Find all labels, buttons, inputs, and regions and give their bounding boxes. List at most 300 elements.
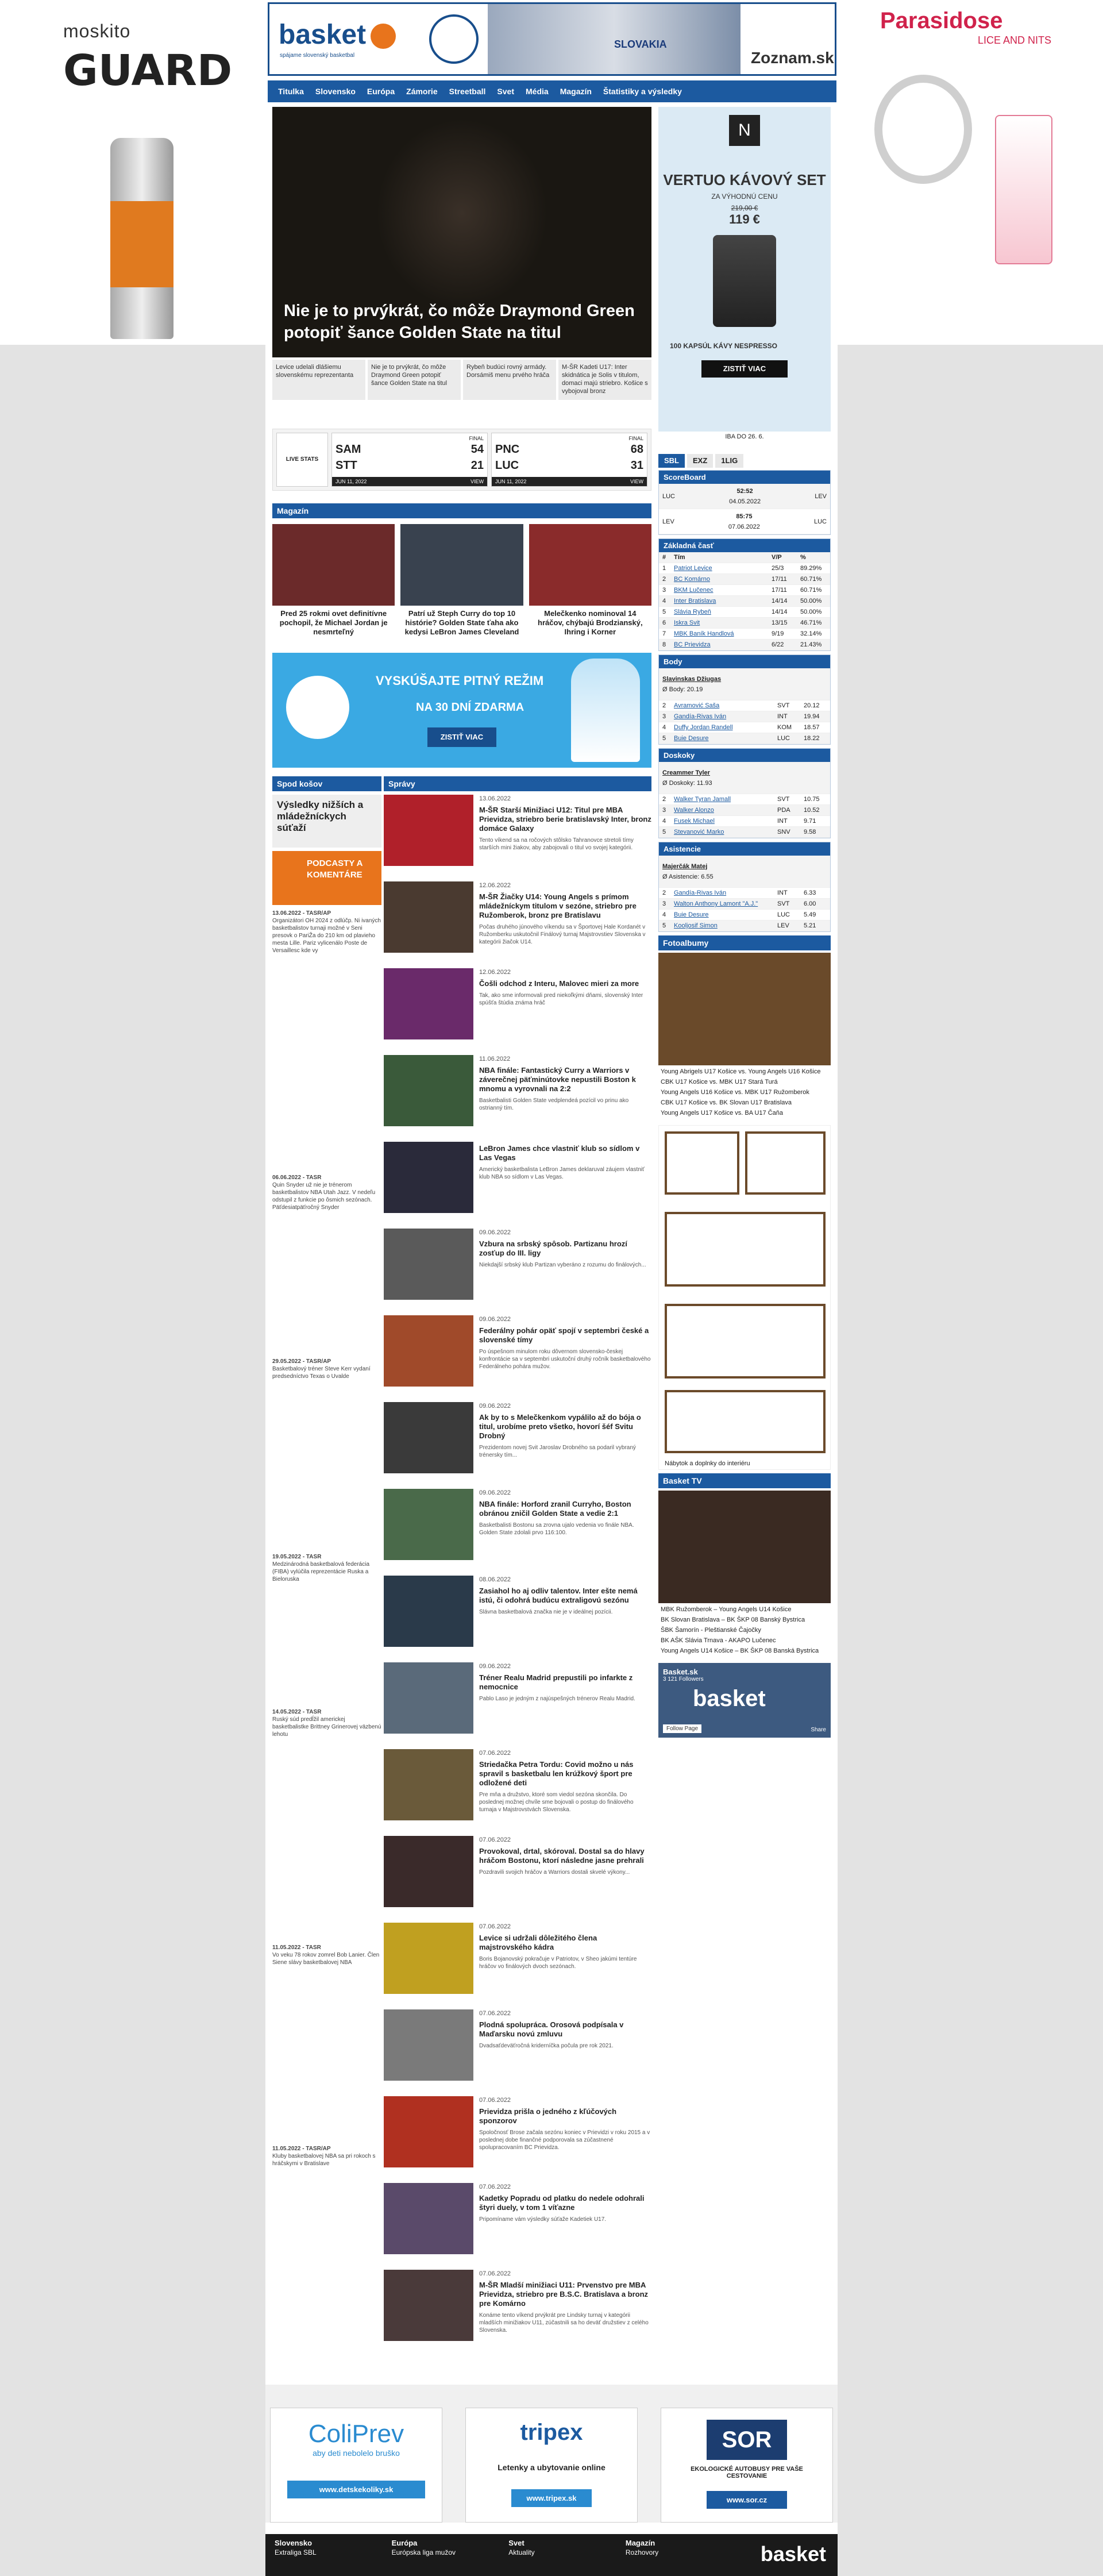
news-image[interactable] <box>384 2183 473 2254</box>
spod-text: Vo veku 78 rokov zomrel Bob Lanier. Člen Siene slávy basketbalovej NBA <box>272 1952 380 1966</box>
footer-col <box>626 2539 741 2557</box>
right-ad-brand: Parasidose <box>880 8 1003 33</box>
cell-rank: 3 <box>662 713 666 720</box>
game-score: 52:52 <box>736 487 753 495</box>
standings-row[interactable] <box>659 629 830 640</box>
leader-row[interactable] <box>659 899 830 910</box>
basket-tv-image[interactable] <box>658 1491 831 1603</box>
cell-pct: 50.00% <box>800 598 822 604</box>
fad-tag: EKOLOGICKÉ AUTOBUSY PRE VAŠE CESTOVANIE <box>691 2466 803 2479</box>
spod-date: 06.06.2022 - TASR <box>272 1175 322 1181</box>
spod-date: 11.05.2022 - TASR/AP <box>272 2146 331 2152</box>
hero-thumb[interactable]: Nie je to prvýkrát, čo môže Draymond Green potopiť šance Golden State na titul <box>368 360 461 400</box>
score-view[interactable]: VIEW <box>470 479 484 484</box>
score-card[interactable] <box>331 433 488 487</box>
tv-link[interactable]: BK Slovan Bratislava – BK ŠKP 08 Banský Bystrica <box>661 1616 805 1623</box>
sor-ad[interactable] <box>661 2408 833 2523</box>
tab-sbl[interactable]: SBL <box>658 454 685 468</box>
leader-row[interactable] <box>659 805 830 816</box>
score-card[interactable] <box>491 433 647 487</box>
leader-row[interactable] <box>659 910 830 921</box>
tv-link[interactable]: BK AŠK Slávia Trnava - AKAPO Lučenec <box>661 1637 776 1644</box>
news-image[interactable] <box>384 1489 473 1560</box>
water-button[interactable]: ZISTIŤ VIAC <box>427 727 496 747</box>
news-item[interactable] <box>384 1229 651 1312</box>
news-excerpt: Pablo Laso je jedným z najúspešných trénerov Realu Madrid. <box>479 1696 635 1702</box>
hero-thumb[interactable]: Rybeň budúci rovný armády. Dorsámiš menu prvého hráča <box>463 360 556 400</box>
news-title[interactable]: Striedačka Petra Tordu: Covid možno u nás spravil s basketbalu len krúžkový šport pre odložené deti <box>479 1760 634 1787</box>
nav-streetball[interactable]: Streetball <box>449 87 486 96</box>
left-ad-brand: moskito <box>63 21 131 41</box>
cell-team: SNV <box>777 829 790 835</box>
footer-link[interactable]: Aktuality <box>508 2548 535 2556</box>
cell-val: 6.33 <box>804 890 816 896</box>
podcast-box[interactable]: PODCASTY A KOMENTÁRE <box>272 851 381 905</box>
cell-player[interactable]: Walker Tyran Jamall <box>674 796 731 803</box>
news-image[interactable] <box>384 881 473 953</box>
score-date: JUN 11, 2022 <box>335 479 367 484</box>
cell-team[interactable]: BKM Lučenec <box>674 587 714 594</box>
standings-row[interactable] <box>659 563 830 574</box>
news-title[interactable]: Plodná spolupráca. Orosová podpísala v Maďarsku novú zmluvu <box>479 2020 624 2038</box>
magazin-caption: Pred 25 rokmi ovet definitívne pochopil, že Michael Jordan je nesmrteľný <box>279 609 388 636</box>
news-title[interactable]: Kadetky Popradu od platku do nedele odohrali štyri duely, v tom 1 víťazne <box>479 2194 645 2212</box>
leader-row[interactable] <box>659 794 830 805</box>
cell-team[interactable]: MBK Baník Handlová <box>674 630 734 637</box>
footer-col-title[interactable]: Slovensko <box>275 2539 313 2547</box>
cell-pct: 60.71% <box>800 587 822 594</box>
sba-badge-icon <box>429 14 479 64</box>
cell-player[interactable]: Gandía-Rivas Iván <box>674 890 727 896</box>
standings-heading: Základná časť <box>659 539 830 552</box>
cell-team: SVT <box>777 796 790 803</box>
cell-val: 18.57 <box>804 724 820 731</box>
cell-team: KOM <box>777 724 792 731</box>
news-text <box>479 1229 651 1312</box>
cell-rank: 4 <box>662 911 666 918</box>
side-ad-sub: ZA VÝHODNÚ CENU <box>711 192 778 201</box>
spod-kosov <box>272 776 381 2260</box>
footer-logo[interactable]: basket <box>760 2542 826 2566</box>
magazin-item[interactable] <box>529 524 651 640</box>
cell-val: 20.12 <box>804 702 820 709</box>
footer-link[interactable]: Európska liga mužov <box>391 2548 456 2556</box>
magazin-caption: Patrí už Steph Curry do top 10 histórie? Golden State ťaha ako kedysi LeBron James Cleveland <box>404 609 519 636</box>
side-ad-button[interactable]: ZISTIŤ VIAC <box>701 360 788 378</box>
fotoalbum-link[interactable]: CBK U17 Košice vs. MBK U17 Stará Turá <box>661 1079 778 1085</box>
cell-val: 18.22 <box>804 735 820 742</box>
water-ad[interactable] <box>272 653 651 768</box>
score-view[interactable]: VIEW <box>630 479 643 484</box>
water-line2: NA 30 DNÍ ZDARMA <box>416 701 524 714</box>
cell-rank: 7 <box>662 630 666 637</box>
news-title[interactable]: M-ŠR Mladší minižiaci U11: Prvenstvo pre MBA Prievidza, striebro pre B.S.C. Bratislava a bronz pre Komárno <box>479 2281 649 2308</box>
news-image[interactable] <box>384 795 473 866</box>
news-item[interactable] <box>384 1836 651 1919</box>
spod-entry[interactable] <box>272 1708 381 1944</box>
tv-link[interactable]: Young Angels U14 Košice – BK ŠKP 08 Banská Bystrica <box>661 1647 819 1654</box>
footer-link[interactable]: Rozhovory <box>625 2548 659 2556</box>
fad-url[interactable]: www.sor.cz <box>707 2491 787 2509</box>
cell-pct: 32.14% <box>800 630 822 637</box>
news-image[interactable] <box>384 2270 473 2341</box>
news-title[interactable]: NBA finále: Fantastický Curry a Warriors v záverečnej päťminútovke nepustili Boston k mnomu a vyrovnali na 2:2 <box>479 1066 636 1093</box>
cell-rank: 2 <box>662 576 666 583</box>
leader-name[interactable]: Majerčák Matej <box>662 862 708 870</box>
leader-row[interactable] <box>659 827 830 838</box>
water-cooler-image <box>571 659 640 762</box>
news-item[interactable] <box>384 2009 651 2093</box>
footer-col-title[interactable]: Európa <box>391 2539 418 2547</box>
news-text <box>479 1402 651 1485</box>
news-item[interactable] <box>384 2270 651 2353</box>
leader-value: Ø Asistencie: 6.55 <box>662 873 714 880</box>
news-excerpt: Počas druhého júnového víkendu sa v Športovej Hale Kordanét v Ružomberku uskutočnil Finálový turnaj Majstrovstiev Slovenska v kategórii žiačok U14. <box>479 924 646 945</box>
news-text <box>479 2009 651 2093</box>
zoznam-logo[interactable]: Zoznam.sk <box>751 49 834 67</box>
fad-url[interactable]: www.detskekoliky.sk <box>287 2481 425 2498</box>
nav-titulka[interactable]: Titulka <box>278 87 304 96</box>
magazin-section <box>272 503 651 640</box>
news-title[interactable]: Levice si udržali dôležitého člena majstrovského kádra <box>479 1934 597 1951</box>
standings-row[interactable] <box>659 640 830 650</box>
tv-list <box>658 1603 831 1659</box>
fb-follow[interactable]: Follow Page <box>663 1724 701 1733</box>
news-image[interactable] <box>384 1662 473 1734</box>
cell-player[interactable]: Kooljosif Simon <box>674 922 718 929</box>
news-text <box>479 1836 651 1919</box>
news-text <box>479 2096 651 2180</box>
leader-top[interactable] <box>659 856 830 888</box>
spod-text: Medzinárodná basketbalová federácia (FIBA) vylúčila reprezentácie Ruska a Bieloruska <box>272 1561 369 1582</box>
cell-player[interactable]: Stevanović Marko <box>674 829 724 835</box>
news-date: 11.06.2022 <box>479 1056 511 1062</box>
news-text <box>479 1489 651 1572</box>
news-image[interactable] <box>384 1749 473 1820</box>
news-image[interactable] <box>384 968 473 1039</box>
logo-ball-icon <box>371 24 396 49</box>
news-text <box>479 2270 651 2353</box>
news-title[interactable]: LeBron James chce vlastniť klub so sídlom v Las Vegas <box>479 1144 640 1162</box>
nav-zamorie[interactable]: Zámorie <box>406 87 438 96</box>
standings-header-row <box>659 552 830 563</box>
live-stats-badge[interactable]: LIVE STATS <box>276 433 328 487</box>
fad-brand: ColiPrev <box>308 2420 404 2448</box>
news-excerpt: Slávna basketbalová značka nie je v ideálnej pozícii. <box>479 1609 613 1615</box>
cell-team[interactable]: Slávia Rybeň <box>674 609 711 615</box>
nav-media[interactable]: Média <box>526 87 549 96</box>
news-date: 08.06.2022 <box>479 1576 511 1583</box>
hero-image <box>376 118 548 308</box>
cell-team: LEV <box>777 922 789 929</box>
team-name: STT <box>335 459 357 472</box>
left-ad[interactable] <box>28 0 263 345</box>
spod-entry[interactable] <box>272 910 381 1174</box>
scoreboard-game[interactable] <box>659 484 830 509</box>
leader-row[interactable] <box>659 700 830 711</box>
hero-thumbs <box>272 360 651 400</box>
coffee-machine-image <box>713 235 776 327</box>
magazin-item[interactable] <box>400 524 523 640</box>
cell-team: SVT <box>777 900 790 907</box>
leader-top[interactable] <box>659 762 830 794</box>
spod-entry[interactable] <box>272 1944 381 2145</box>
news-date: 07.06.2022 <box>479 2010 511 2017</box>
team-score: 68 <box>630 443 643 456</box>
tv-link[interactable]: MBK Ružomberok – Young Angels U14 Košice <box>661 1606 792 1613</box>
fad-tag: Letenky a ubytovanie online <box>497 2463 606 2472</box>
facebook-box[interactable] <box>658 1663 831 1738</box>
cell-wl: 6/22 <box>772 641 784 648</box>
news-title[interactable]: Zasiahol ho aj odliv talentov. Inter ešte nemá istú, či odohrá budúcu extraligovú sezónu <box>479 1587 638 1604</box>
game-score: 85:75 <box>736 513 753 520</box>
news-image[interactable] <box>384 1836 473 1907</box>
cell-player[interactable]: Buie Desure <box>674 735 709 742</box>
news-item[interactable] <box>384 1576 651 1659</box>
news-title[interactable]: M-ŠR Starší Minižiaci U12: Titul pre MBA Prievidza, striebro berie bratislavský Inter, bronz domáce Galaxy <box>479 806 651 833</box>
news-title[interactable]: Provokoval, drtal, skóroval. Dostal sa do hlavy hráčom Bostonu, ktorí následne jasne prehrali <box>479 1847 645 1865</box>
results-box[interactable]: Výsledky nižších a mládežníckych súťaží <box>272 795 381 848</box>
news-item[interactable] <box>384 1923 651 2006</box>
standings-table <box>658 538 831 651</box>
cell-team[interactable]: Inter Bratislava <box>674 598 716 604</box>
cell-team[interactable]: BC Prievidza <box>674 641 711 648</box>
cell-team[interactable]: Patriot Levice <box>674 565 712 572</box>
leader-row[interactable] <box>659 733 830 744</box>
news-item[interactable] <box>384 1662 651 1746</box>
cell-team[interactable]: Iskra Svit <box>674 619 700 626</box>
news-image[interactable] <box>384 1142 473 1213</box>
spod-entry[interactable] <box>272 1174 381 1358</box>
site-logo[interactable]: basket <box>279 20 367 50</box>
foto-list <box>658 1065 831 1122</box>
news-image[interactable] <box>384 1315 473 1387</box>
spod-date: 13.06.2022 - TASR/AP <box>272 910 331 917</box>
cell-rank: 5 <box>662 609 666 615</box>
fotoalbum-link[interactable]: Young Angels U16 Košice vs. MBK U17 Ružomberok <box>661 1089 809 1096</box>
news-title[interactable]: Vzbura na srbský spôsob. Partizanu hrozí zosťup do III. ligy <box>479 1239 627 1257</box>
news-text <box>479 1055 651 1138</box>
col-team: Tím <box>674 554 685 561</box>
news-title[interactable]: M-ŠR Žiačky U14: Young Angels s prímom mládežníckym titulom v sezóne, striebro pre Ružomberok, bronz pre Bratislavu <box>479 892 637 919</box>
fotoalbum-image[interactable] <box>658 953 831 1065</box>
news-date: 09.06.2022 <box>479 1316 511 1323</box>
leader-row[interactable] <box>659 888 830 899</box>
news-title[interactable]: Federálny pohár opäť spojí v septembri české a slovenské tímy <box>479 1326 649 1344</box>
water-line1: VYSKÚŠAJTE PITNÝ REŽIM <box>376 673 544 688</box>
tripex-ad[interactable] <box>465 2408 638 2523</box>
news-title[interactable]: Prievidza prišla o jedného z kľúčových sponzorov <box>479 2107 617 2125</box>
cell-team: INT <box>777 713 788 720</box>
news-excerpt: Tento víkend sa na ročových stôlsko Tahranovce stretoli tímy starších mini žiakov, aby zabojovali o titul vo svojej kategórii. <box>479 837 634 851</box>
fb-share[interactable]: Share <box>811 1727 826 1733</box>
news-title[interactable]: Tréner Realu Madrid prepustili po infarkte z nemocnice <box>479 1673 633 1691</box>
news-item[interactable] <box>384 1489 651 1572</box>
footer-col <box>275 2539 389 2557</box>
fotoalbumy-heading[interactable]: Fotoalbumy <box>658 935 831 950</box>
fad-brand: SOR <box>707 2420 787 2460</box>
banner-slovakia: SLOVAKIA <box>614 38 667 50</box>
tab-1lig[interactable]: 1LIG <box>715 454 743 468</box>
news-list <box>384 795 651 2353</box>
news-image[interactable] <box>384 1576 473 1647</box>
leader-name[interactable]: Creammer Tyler <box>662 769 710 776</box>
spod-text: Ruský súd predĺžil americkej basketbalistke Brittney Grinerovej väzbenú lehotu <box>272 1716 381 1738</box>
hero-thumb[interactable]: Levice udelali dlášiemu slovenskému reprezentanta <box>272 360 365 400</box>
coliprev-ad[interactable] <box>270 2408 442 2523</box>
hero-thumb[interactable]: M-ŠR Kadeti U17: Inter skidnática je Solis v titulom, domaci majú striebro. Košice s vybojoval bronz <box>558 360 651 400</box>
news-excerpt: Konáme tento víkend prvýkrát pre Lindsky turnaj v kategórii mladších minižiakov U11, zúčastnili sa ho deväť družstiev z celého Slovenska. <box>479 2312 649 2334</box>
spod-date: 19.05.2022 - TASR <box>272 1554 322 1560</box>
leader-name[interactable]: Slavinskas Džiugas <box>662 675 722 683</box>
news-excerpt: Prezidentom novej Svit Jaroslav Drobného sa podaril vybraný trénersky tím... <box>479 1445 636 1458</box>
news-excerpt: Tak, ako sme informovali pred niekoľkými dňami, slovenský Inter spúšťa štúdia známa hráč <box>479 992 643 1006</box>
news-item[interactable] <box>384 1402 651 1485</box>
nav-europa[interactable]: Európa <box>367 87 395 96</box>
cell-player[interactable]: Duffy Jordan Randell <box>674 724 733 731</box>
cell-team: LUC <box>777 735 790 742</box>
nespresso-logo-icon: N <box>729 115 760 146</box>
news-text <box>479 1142 651 1225</box>
news-item[interactable] <box>384 1315 651 1399</box>
news-item[interactable] <box>384 2096 651 2180</box>
fotoalbum-link[interactable]: Young Angels U17 Košice vs. BA U17 Čaňa <box>661 1110 784 1116</box>
leader-row[interactable] <box>659 722 830 733</box>
team-score: 21 <box>470 459 484 472</box>
footer-col-title[interactable]: Magazín <box>625 2539 655 2547</box>
news-image[interactable] <box>384 2009 473 2081</box>
nav-magazin[interactable]: Magazín <box>560 87 592 96</box>
right-ad[interactable] <box>840 0 1081 345</box>
hero-article[interactable] <box>272 107 651 357</box>
fotoalbum-link[interactable]: CBK U17 Košice vs. BK Slovan U17 Bratislava <box>661 1099 792 1106</box>
fotoalbum-link[interactable]: Young Abrigels U17 Košice vs. Young Angels U16 Košice <box>661 1068 821 1075</box>
fad-url[interactable]: www.tripex.sk <box>511 2489 592 2507</box>
stopwatch-icon <box>874 75 972 184</box>
news-item[interactable] <box>384 1749 651 1832</box>
hero-title[interactable]: Nie je to prvýkrát, čo môže Draymond Green potopiť šance Golden State na titul <box>284 302 635 342</box>
nav-slovensko[interactable]: Slovensko <box>315 87 356 96</box>
leader-tables <box>658 654 831 932</box>
cell-rank: 5 <box>662 922 666 929</box>
footer-col-title[interactable]: Svet <box>508 2539 524 2547</box>
spod-entry[interactable] <box>272 1358 381 1553</box>
cell-team[interactable]: BC Komárno <box>674 576 710 583</box>
cell-rank: 3 <box>662 900 666 907</box>
standings-row[interactable] <box>659 607 830 618</box>
cell-pct: 50.00% <box>800 609 822 615</box>
spod-text: Organizátori OH 2024 z odlúčp. Ni ivaných basketbalistov turnaji možné v Seni presovk o PariŽa do 210 km od plavieho mesta Lille. Pariz vylicenálo Poste de Versaillesc kde vy <box>272 918 381 954</box>
cell-player[interactable]: Walton Anthony Lamont "A.J." <box>674 900 758 907</box>
scoreboard-game[interactable] <box>659 509 830 534</box>
news-date: 12.06.2022 <box>479 969 511 976</box>
standings-row[interactable] <box>659 618 830 629</box>
tv-link[interactable]: ŠBK Šamorín - Pleštianské Čajočky <box>661 1627 761 1634</box>
tab-exz[interactable]: EXZ <box>687 454 713 468</box>
left-ad-product <box>110 138 173 339</box>
news-image[interactable] <box>384 1402 473 1473</box>
news-image[interactable] <box>384 2096 473 2167</box>
news-date: 07.06.2022 <box>479 1836 511 1843</box>
leader-row[interactable] <box>659 921 830 931</box>
news-image[interactable] <box>384 1055 473 1126</box>
news-text <box>479 1576 651 1659</box>
news-item[interactable] <box>384 2183 651 2266</box>
spod-text: Basketbalový tréner Steve Kerr vydaní predsedníctvo Texas o Uvalde <box>272 1366 371 1380</box>
news-excerpt: Basketbalisti Golden State vedplendeá pozícil vo prinu ako ostrianný tím. <box>479 1098 629 1111</box>
spod-entry[interactable] <box>272 1553 381 1708</box>
news-item[interactable] <box>384 881 651 965</box>
magazin-heading[interactable]: Magazín <box>272 503 651 518</box>
news-item[interactable] <box>384 795 651 878</box>
news-excerpt: Americký basketbalista LeBron James deklaruval záujem vlastniť klub NBA so sídlom v Las Vegas. <box>479 1166 645 1180</box>
news-date: 07.06.2022 <box>479 2097 511 2104</box>
top-banner[interactable] <box>268 2 836 76</box>
standings-row[interactable] <box>659 574 830 585</box>
cell-val: 6.00 <box>804 900 816 907</box>
news-excerpt: Dvadsaťdeväťročná kriderníčka počula pre rok 2021. <box>479 2043 614 2049</box>
spod-heading[interactable]: Spod košov <box>272 776 381 791</box>
leader-top[interactable] <box>659 668 830 700</box>
basket-tv-heading[interactable]: Basket TV <box>658 1473 831 1488</box>
spod-entry[interactable] <box>272 2145 381 2260</box>
game-away: LUC <box>813 518 827 525</box>
news-title[interactable]: NBA finále: Horford zranil Curryho, Boston obránou zničil Golden State a vedie 2:1 <box>479 1500 631 1518</box>
cell-rank: 4 <box>662 598 666 604</box>
footer-link[interactable]: Extraliga SBL <box>275 2548 317 2556</box>
furniture-ad[interactable] <box>658 1125 831 1470</box>
spod-date: 11.05.2022 - TASR <box>272 1944 321 1951</box>
nespresso-ad[interactable] <box>658 107 831 432</box>
news-excerpt: Spoločnosť Brose začala sezónu koniec v Prievidzi v roku 2015 a v poslednej dobe finančné podporovala sa zúčastnené spolupracovaním BC Prievidza. <box>479 2130 650 2151</box>
news-date: 07.06.2022 <box>479 2270 511 2277</box>
leader-row[interactable] <box>659 711 830 722</box>
magazin-image <box>400 524 523 606</box>
cell-player[interactable]: Buie Desure <box>674 911 709 918</box>
news-image[interactable] <box>384 1923 473 1994</box>
standings-row[interactable] <box>659 585 830 596</box>
right-ad-sub: LICE AND NITS <box>978 34 1052 46</box>
news-date: 09.06.2022 <box>479 1489 511 1496</box>
nav-svet[interactable]: Svet <box>497 87 514 96</box>
news-item[interactable] <box>384 1142 651 1225</box>
news-title[interactable]: Ak by to s Melečkenkom vypálilo až do bója o titul, urobíme preto všetko, hovorí šéf Svitu Drobný <box>479 1413 641 1440</box>
cell-player[interactable]: Gandía-Rivas Iván <box>674 713 727 720</box>
news-excerpt: Pozdravili svojich hráčov a Warriors dostali skvelé výkony... <box>479 1869 630 1876</box>
leader-row[interactable] <box>659 816 830 827</box>
news-date: 07.06.2022 <box>479 1750 511 1757</box>
asistencie-table <box>658 842 831 932</box>
magazin-image <box>529 524 651 606</box>
cell-player[interactable]: Avramović Saša <box>674 702 720 709</box>
magazin-item[interactable] <box>272 524 395 640</box>
team-name: LUC <box>495 459 519 472</box>
nav-statistiky[interactable]: Štatistiky a výsledky <box>603 87 682 96</box>
standings-row[interactable] <box>659 596 830 607</box>
news-title[interactable]: Čošli odchod z Interu, Malovec mieri za more <box>479 979 639 988</box>
spravy-heading[interactable]: Správy <box>384 776 651 791</box>
cell-wl: 17/11 <box>772 576 787 583</box>
cell-player[interactable]: Walker Alonzo <box>674 807 714 814</box>
news-image[interactable] <box>384 1229 473 1300</box>
news-item[interactable] <box>384 1055 651 1138</box>
news-item[interactable] <box>384 968 651 1052</box>
cell-val: 9.58 <box>804 829 816 835</box>
footer <box>265 2534 838 2576</box>
cell-player[interactable]: Fusek Michael <box>674 818 715 825</box>
side-ad-extra: 100 KAPSÚL KÁVY NESPRESSO <box>670 342 777 350</box>
leader-value: Ø Body: 20.19 <box>662 686 703 693</box>
